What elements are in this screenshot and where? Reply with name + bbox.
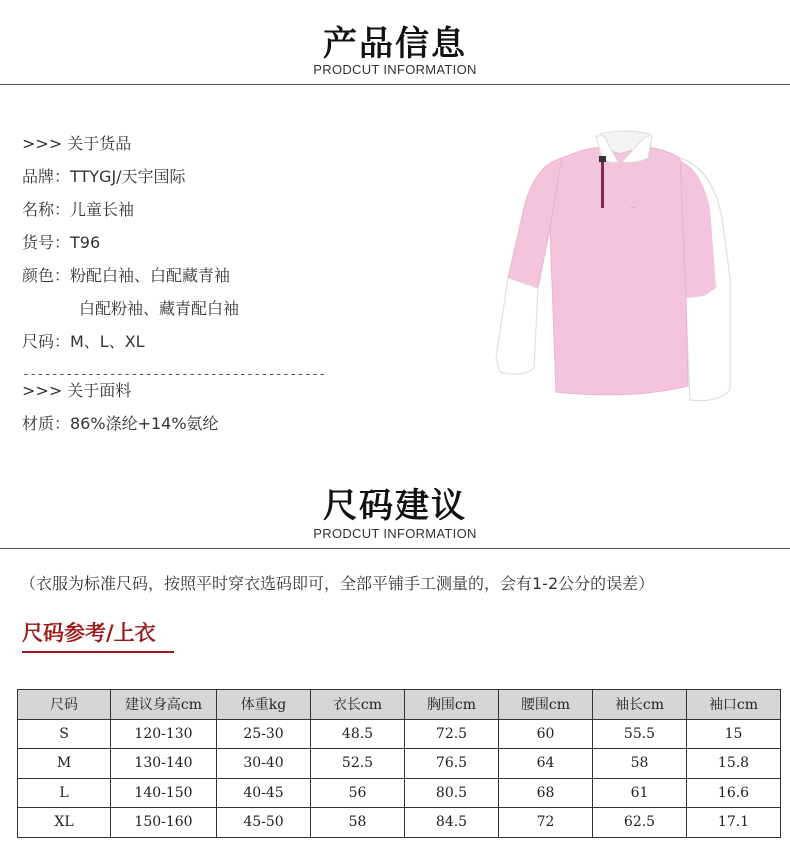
table-header-cell: 体重kg [217, 690, 311, 720]
table-cell: 48.5 [311, 719, 405, 749]
table-cell: 30-40 [217, 749, 311, 779]
table-cell: 16.6 [687, 778, 781, 808]
dashed-divider: ------------------------------------------ [22, 367, 326, 382]
table-cell: 52.5 [311, 749, 405, 779]
table-cell: 40-45 [217, 778, 311, 808]
table-header-cell: 袖口cm [687, 690, 781, 720]
table-cell: M [18, 749, 111, 779]
item-number-line: 货号：T96 [22, 233, 101, 252]
color-line-2: 白配粉袖、藏青配白袖 [79, 299, 240, 318]
table-cell: 64 [499, 749, 593, 779]
table-row [18, 778, 781, 808]
table-header-row [18, 690, 781, 720]
table-cell: 72 [499, 808, 593, 838]
measurement-note: （衣服为标准尺码，按照平时穿衣选码即可，全部平铺手工测量的，会有1-2公分的误差） [20, 574, 655, 593]
divider-line-2 [0, 548, 790, 549]
table-cell: 58 [311, 808, 405, 838]
table-cell: 60 [499, 719, 593, 749]
table-cell: 17.1 [687, 808, 781, 838]
table-header-cell: 建议身高cm [111, 690, 217, 720]
table-cell: S [18, 719, 111, 749]
size-reference-title: 尺码参考/上衣 [22, 621, 156, 645]
section-title-size-advice: 尺码建议 [323, 486, 467, 526]
table-cell: 72.5 [405, 719, 499, 749]
table-cell: 61 [593, 778, 687, 808]
table-cell: 120-130 [111, 719, 217, 749]
fabric-heading: >>> 关于面料 [22, 381, 132, 400]
table-cell: 62.5 [593, 808, 687, 838]
color-line-1: 颜色：粉配白袖、白配藏青袖 [22, 266, 231, 285]
section-subtitle-size-advice: PRODCUT INFORMATION [313, 526, 477, 541]
brand-line: 品牌：TTYGJ/天宇国际 [22, 167, 186, 186]
section-title-product-info: 产品信息 [323, 24, 467, 64]
shirt-product-image [490, 128, 750, 418]
table-cell: 55.5 [593, 719, 687, 749]
table-cell: 150-160 [111, 808, 217, 838]
table-cell: 84.5 [405, 808, 499, 838]
table-header-cell: 胸围cm [405, 690, 499, 720]
size-reference-underline [22, 651, 174, 653]
section-subtitle-product-info: PRODCUT INFORMATION [313, 62, 477, 77]
name-line: 名称：儿童长袖 [22, 200, 135, 219]
table-cell: 140-150 [111, 778, 217, 808]
table-cell: 15 [687, 719, 781, 749]
table-header-cell: 尺码 [18, 690, 111, 720]
table-row [18, 749, 781, 779]
table-cell: 76.5 [405, 749, 499, 779]
goods-heading: >>> 关于货品 [22, 134, 132, 153]
table-header-cell: 袖长cm [593, 690, 687, 720]
table-row [18, 719, 781, 749]
table-cell: 25-30 [217, 719, 311, 749]
table-cell: 68 [499, 778, 593, 808]
table-cell: 45-50 [217, 808, 311, 838]
table-row [18, 808, 781, 838]
table-cell: 56 [311, 778, 405, 808]
table-header-cell: 腰围cm [499, 690, 593, 720]
size-table [17, 689, 781, 838]
table-cell: L [18, 778, 111, 808]
table-cell: 80.5 [405, 778, 499, 808]
table-cell: 130-140 [111, 749, 217, 779]
table-cell: 58 [593, 749, 687, 779]
logo-text: ~ [630, 204, 636, 212]
size-line: 尺码：M、L、XL [22, 332, 145, 351]
table-cell: XL [18, 808, 111, 838]
table-header-cell: 衣长cm [311, 690, 405, 720]
table-cell: 15.8 [687, 749, 781, 779]
material-line: 材质：86%涤纶+14%氨纶 [22, 414, 219, 433]
divider-line [0, 84, 790, 85]
